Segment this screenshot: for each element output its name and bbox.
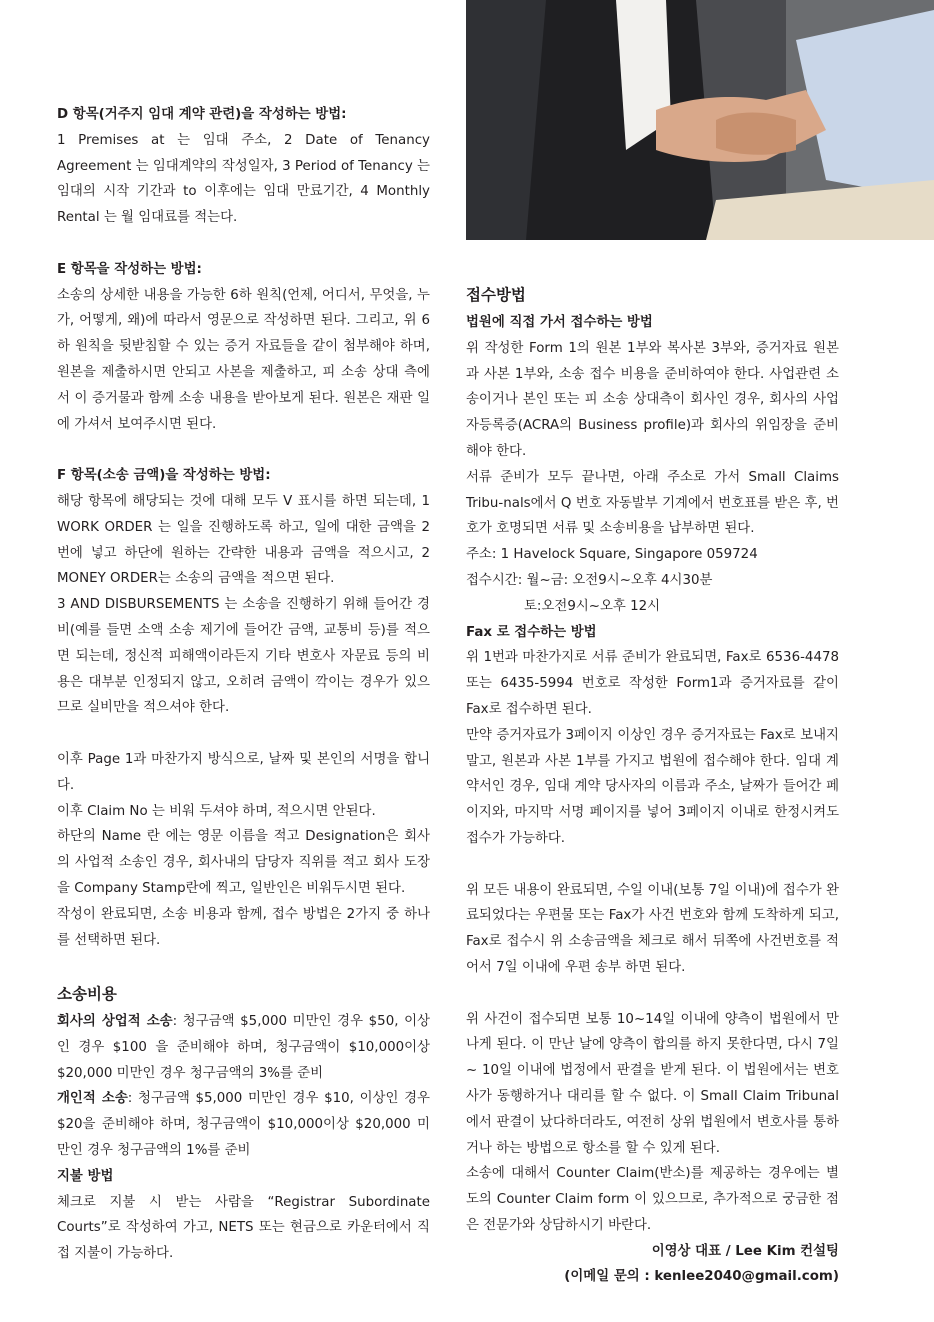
right-column [466,280,839,1290]
court-filing-body-1: 위 작성한 Form 1의 원본 1부와 복사본 3부와, 증거자료 원본과 사본 1부와, 소송 접수 비용을 준비하여야 한다. 사업관련 소송이거나 본인 또는 피 소송 상대측이 회사인 경우, 회사의 사업자등록증(ACRA의 Business profile)과 회사의 위임장을 준비해야 한다. [466,340,839,459]
fax-filing-body-2: 만약 증거자료가 3페이지 이상인 경우 증거자료는 Fax로 보내지 말고, 원본과 사본 1부를 가지고 법원에 접수해야 한다. 임대 계약서인 경우, 임대 계약 당사자의 이름과 주소, 날짜가 들어간 페이지와, 마지막 서명 페이지를 넣어 3페이지 이내로 한정시켜도 접수가 가능하다. [466,727,839,846]
payment-body: 체크로 지불 시 받는 사람을 “Registrar Subordinate Courts”로 작성하여 가고, NETS 또는 현금으로 카운터에서 직접 지불이 가능하다. [57,1194,430,1262]
section-f-body-2: 3 AND DISBURSEMENTS 는 소송을 진행하기 위해 들어간 경비(예를 들면 소액 소송 제기에 들어간 금액, 교통비 등)를 적으면 되는데, 정신적 피해액이라든지 기타 변호사 자문료 등의 비용은 대부분 인정되지 않고, 오히려 금액이 깍이는 경우가 있으므로 실비만을 적으셔야 한다. [57,597,430,716]
handshake-photo [466,0,934,240]
author-signature: 이영상 대표 / Lee Kim 컨설팅 [651,1243,839,1259]
signature-paragraph: 이후 Page 1과 마찬가지 방식으로, 날짜 및 본인의 서명을 합니다. [57,751,430,793]
fax-filing-body-1: 위 1번과 마찬가지로 서류 준비가 완료되면, Fax로 6536-4478 또는 6435-5994 번호로 작성한 Form1과 증거자료를 같이 Fax로 접수하면 된다. [466,650,839,717]
court-filing-body-2: 서류 준비가 모두 끝나면, 아래 주소로 가서 Small Claims Tribu-nals에서 Q 번호 자동발부 기계에서 번호표를 받은 후, 번호가 호명되면 서류 및 소송비용을 납부하면 된다. [466,469,839,537]
receipt-title: 접수방법 [466,286,526,304]
payment-title: 지불 방법 [57,1168,114,1184]
claim-no-paragraph: 이후 Claim No 는 비워 두셔야 하며, 적으시면 안된다. [57,803,376,819]
indiv-label: 개인적 소송 [57,1091,128,1107]
trial-paragraph: 위 사건이 접수되면 보통 10~14일 이내에 양측이 법원에서 만나게 된다. 이 만난 날에 양측이 합의를 하지 못한다면, 다시 7일 ~ 10일 이내에 법정에서 판결을 받게 된다. 이 법원에서는 변호사가 동행하거나 대리를 할 수 없다. 이 Small Claim Tribunal 에서 판결이 났다하더라도, 여전히 상위 법원에서 변호사를 통하거나 하는 방법으로 항소를 할 수 있게 된다. [466,1011,839,1156]
name-paragraph: 하단의 Name 란 에는 영문 이름을 적고 Designation은 회사의 사업적 소송인 경우, 회사내의 담당자 직위를 적고 회사 도장을 Company Stamp란에 찍고, 일반인은 비워두시면 된다. [57,829,430,896]
counter-claim-paragraph: 소송에 대해서 Counter Claim(반소)를 제공하는 경우에는 별도의 Counter Claim form 이 있으므로, 추가적으로 궁금한 점은 전문가와 상담하시기 바란다. [466,1166,839,1233]
contact-email: (이메일 문의 : kenlee2040@gmail.com) [564,1269,839,1285]
indiv-cost-paragraph [57,1086,430,1163]
section-d-body: 1 Premises at 는 임대 주소, 2 Date of Tenancy Agreement 는 임대계약의 작성일자, 3 Period of Tenancy 는 임대의 시작 기간과 to 이후에는 임대 만료기간, 4 Monthly Rental 는 월 임대료를 적는다. [57,132,430,226]
section-f-body-1: 해당 항목에 해당되는 것에 대해 모두 V 표시를 하면 되는데, 1 WORK ORDER 는 일을 진행하도록 하고, 일에 대한 금액을 2 번에 넣고 하단에 원하는 간략한 내용과 금액을 적으시고, 2 MONEY ORDER는 소송의 금액을 적으면 된다. [57,493,430,587]
left-column [57,102,430,1267]
fax-filing-title: Fax 로 접수하는 방법 [466,624,597,640]
hours-weekday: 접수시간: 월~금: 오전9시~오후 4시30분 [466,572,713,588]
section-f-title: F 항목(소송 금액)을 작성하는 방법: [57,468,271,484]
handshake-illustration [466,0,934,240]
corp-cost-paragraph [57,1009,430,1086]
section-e-body: 소송의 상세한 내용을 가능한 6하 원칙(언제, 어디서, 무엇을, 누가, 어떻게, 왜)에 따라서 영문으로 작성하면 된다. 그리고, 위 6하 원칙을 뒷받침할 수 있는 증거 자료들을 같이 첨부해야 하며, 원본을 제출하시면 안되고 사본을 제출하고, 피 소송 상대 측에서 이 증거물과 함께 소송 내용을 받아보게 된다. 원본은 재판 일에 가셔서 보여주시면 된다. [57,287,430,432]
address: 주소: 1 Havelock Square, Singapore 059724 [466,547,758,563]
court-filing-title: 법원에 직접 가서 접수하는 방법 [466,315,653,330]
section-e-title: E 항목을 작성하는 방법: [57,261,202,277]
indiv-body: : 청구금액 $5,000 미만인 경우 $10, 이상인 경우 $20을 준비해야 하며, 청구금액이 $10,000이상 $20,000 미만인 경우 청구금액의 1%를 준비 [57,1091,430,1159]
hours-saturday: 토:오전9시~오후 12시 [524,598,661,614]
corp-label: 회사의 상업적 소송 [57,1014,173,1030]
cost-title: 소송비용 [57,985,117,1004]
completion-paragraph: 작성이 완료되면, 소송 비용과 함께, 접수 방법은 2가지 중 하나를 선택하면 된다. [57,906,430,948]
corp-body: : 청구금액 $5,000 미만인 경우 $50, 이상인 경우 $100 을 준비해야 하며, 청구금액이 $10,000이상 $20,000 미만인 경우 청구금액의 3%를 준비 [57,1014,430,1081]
section-d-title: D 항목(거주지 임대 계약 관련)을 작성하는 방법: [57,107,347,122]
after-filing-paragraph: 위 모든 내용이 완료되면, 수일 이내(보통 7일 이내)에 접수가 완료되었다는 우편물 또는 Fax가 사건 번호와 함께 도착하게 되고, Fax로 접수시 위 소송금액을 체크로 해서 뒤쪽에 사건번호를 적어서 7일 이내에 우편 송부 하면 된다. [466,882,839,975]
